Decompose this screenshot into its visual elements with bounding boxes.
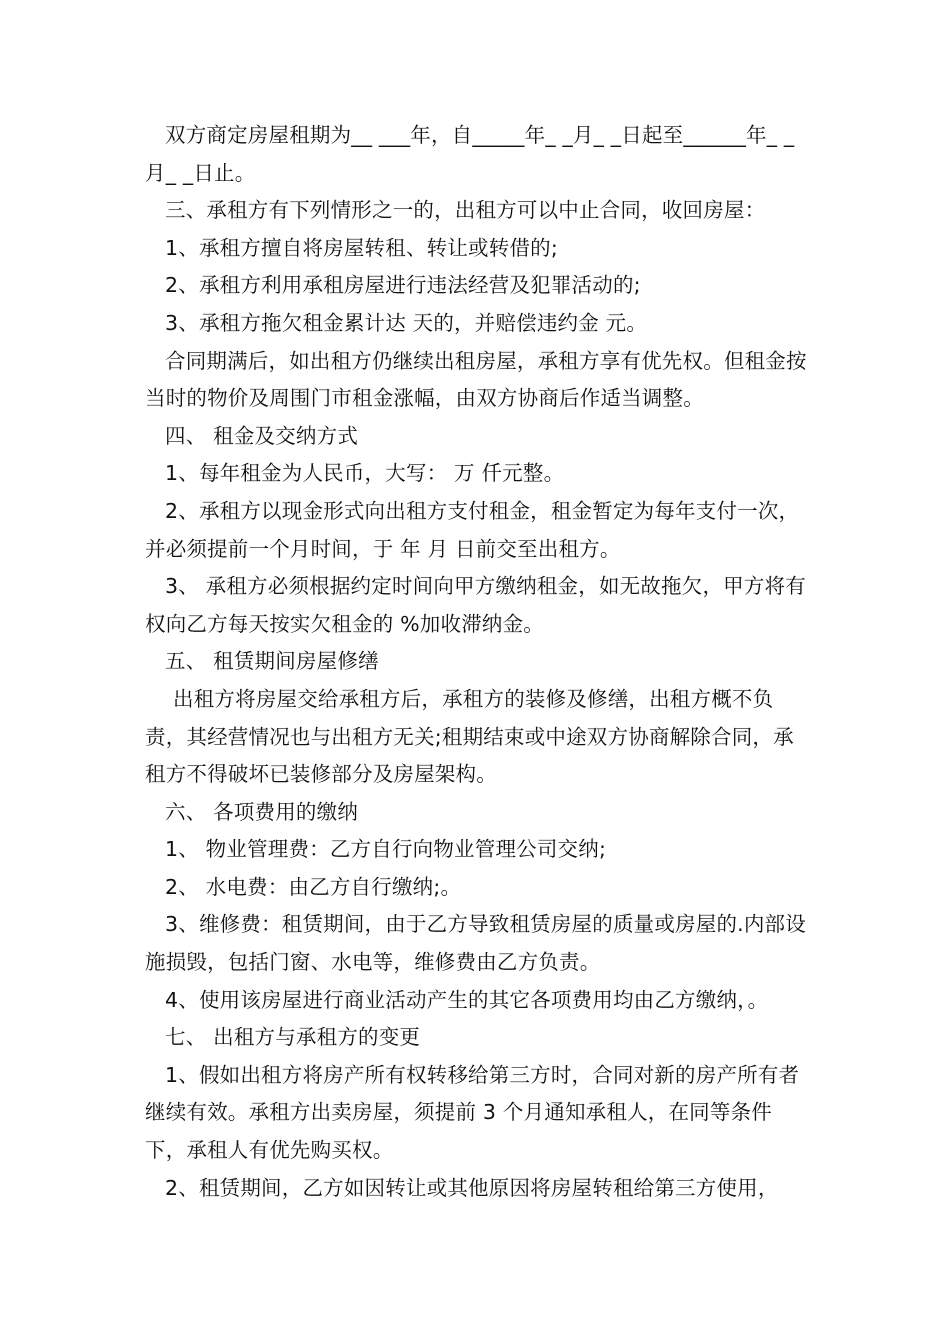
list-item: 4、使用该房屋进行商业活动产生的其它各项费用均由乙方缴纳，。 <box>165 987 769 1012</box>
list-item: 1、承租方擅自将房屋转租、转让或转借的; <box>165 235 558 260</box>
heading-section-6: 六、 各项费用的缴纳 <box>165 799 359 824</box>
list-item: 2、承租方以现金形式向出租方支付租金，租金暂定为每年支付一次，并必须提前一个月时间，于 年 月 日前交至出租方。 <box>145 498 800 561</box>
heading-section-4: 四、 租金及交纳方式 <box>165 423 359 448</box>
heading-section-3: 三、承租方有下列情形之一的，出租方可以中止合同，收回房屋： <box>165 198 766 223</box>
list-item: 1、每年租金为人民币，大写： 万 仟元整。 <box>165 461 565 486</box>
paragraph-lease-term: 双方商定房屋租期为__ ___年，自_____年_ _月_ _日起至______年_ _月_ _日止。 <box>145 123 795 185</box>
list-item: 3、维修费：租赁期间，由于乙方导致租赁房屋的质量或房屋的.内部设施损毁，包括门窗、水电等，维修费由乙方负责。 <box>145 912 806 975</box>
document-body <box>145 117 810 1207</box>
list-item: 2、 水电费：由乙方自行缴纳;。 <box>165 874 462 899</box>
list-item: 3、承租方拖欠租金累计达 天的，并赔偿违约金 元。 <box>165 310 648 335</box>
heading-section-7: 七、 出租方与承租方的变更 <box>165 1025 421 1050</box>
list-item: 2、租赁期间，乙方如因转让或其他原因将房屋转租给第三方使用， <box>165 1175 779 1200</box>
heading-section-5: 五、 租赁期间房屋修缮 <box>165 649 379 674</box>
list-item: 1、 物业管理费：乙方自行向物业管理公司交纳; <box>165 837 607 862</box>
paragraph-repairs: 出租方将房屋交给承租方后，承租方的装修及修缮，出租方概不负责，其经营情况也与出租方无关;租期结束或中途双方协商解除合同，承租方不得破坏已装修部分及房屋架构。 <box>145 686 794 787</box>
list-item: 2、承租方利用承租房屋进行违法经营及犯罪活动的; <box>165 273 641 298</box>
list-item: 1、假如出租方将房产所有权转移给第三方时，合同对新的房产所有者继续有效。承租方出卖房屋，须提前 3 个月通知承租人，在同等条件下，承租人有优先购买权。 <box>145 1062 800 1163</box>
paragraph-renewal: 合同期满后，如出租方仍继续出租房屋，承租方享有优先权。但租金按当时的物价及周围门市租金涨幅，由双方协商后作适当调整。 <box>145 348 807 411</box>
list-item: 3、 承租方必须根据约定时间向甲方缴纳租金，如无故拖欠，甲方将有权向乙方每天按实欠租金的 %加收滞纳金。 <box>145 574 806 636</box>
